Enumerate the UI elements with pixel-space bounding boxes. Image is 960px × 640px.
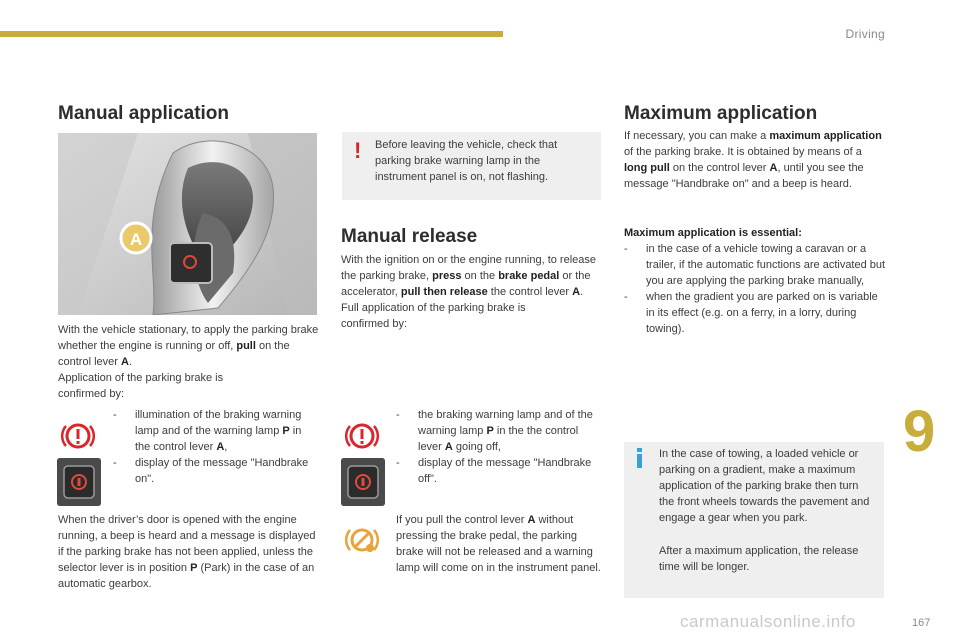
pull-without-pedal-note: If you pull the control lever A without pressing the brake pedal, the parking brake will not be released and a warning lamp will come on in the instrument panel. (396, 514, 601, 574)
manual-release-title: Manual release (341, 226, 478, 247)
left-bullet-2: - display of the message "Handbrake on". (113, 457, 309, 485)
manual-application-title: Manual application (58, 103, 230, 124)
brake-fault-icon (344, 522, 380, 558)
info-text-2: After a maximum application, the release time will be longer. (659, 545, 859, 573)
essential-heading: Maximum application is essential: (624, 227, 802, 239)
lever-a-label: A (129, 230, 143, 249)
manual-release-body: With the ignition on or the engine running, to release the parking brake, press on the brake pedal or the accelerator, pull then release the control lever A. Full application of the parking brake is confirmed by: (341, 254, 596, 330)
essential-section (624, 225, 886, 337)
parking-brake-photo (58, 133, 317, 315)
watermark: carmanualsonline.info (680, 612, 856, 631)
middle-bullets (396, 407, 601, 487)
brake-warning-icon (344, 418, 380, 454)
warning-box (342, 132, 601, 200)
intro-text: With the vehicle stationary, to apply the parking brake whether the engine is running or off, pull on the control lever A. (58, 324, 319, 368)
info-text: In the case of towing, a loaded vehicle or parking on a gradient, make a maximum application of the parking brake then turn the front wheels towards the pavement and engage a gear when you park. (659, 448, 870, 524)
section-title: Driving (845, 27, 885, 41)
maximum-application-body: If necessary, you can make a maximum application of the parking brake. It is obtained by means of a long pull on the control lever A, until you see the message "Handbrake on" and a beep is heard. (624, 130, 882, 190)
chapter-number: 9 (903, 399, 936, 464)
maximum-application-title: Maximum application (624, 103, 818, 124)
middle-bullet-2: - display of the message "Handbrake off". (396, 457, 592, 485)
door-open-note: When the driver’s door is opened with the engine running, a beep is heard and a message is displayed if the parking brake has not been applied, unless the selector lever is in position P (Park) in the case of an automatic gearbox. (58, 514, 316, 590)
essential-bullet-1: - in the case of a vehicle towing a caravan or a trailer, if the automatic functions are activated but you are applying the parking brake manually, (624, 243, 886, 287)
intro-confirm-text: Application of the parking brake is confirmed by: (58, 372, 224, 400)
header-accent-bar (0, 31, 503, 37)
warning-exclamation-icon: ! (354, 138, 362, 163)
lever-p-lamp-icon (57, 458, 101, 506)
page-number: 167 (912, 617, 931, 629)
essential-bullet-2: - when the gradient you are parked on is variable in its effect (e.g. on a ferry, in a lorry, during towing). (624, 291, 878, 335)
info-i-icon (636, 448, 643, 468)
left-bullets (113, 407, 318, 487)
info-box (624, 442, 884, 598)
console-illustration (58, 133, 317, 315)
warning-text: Before leaving the vehicle, check that parking brake warning lamp in the instrument panel is on, not flashing. (375, 139, 558, 183)
manual-application-intro (58, 322, 320, 402)
lever-p-lamp-icon (341, 458, 385, 506)
middle-bullet-1: - the braking warning lamp and of the warning lamp P in the the control lever A going off, (396, 409, 593, 453)
left-bullet-1: - illumination of the braking warning lamp and of the warning lamp P in the control lever A, (113, 409, 302, 453)
brake-warning-icon (60, 418, 96, 454)
